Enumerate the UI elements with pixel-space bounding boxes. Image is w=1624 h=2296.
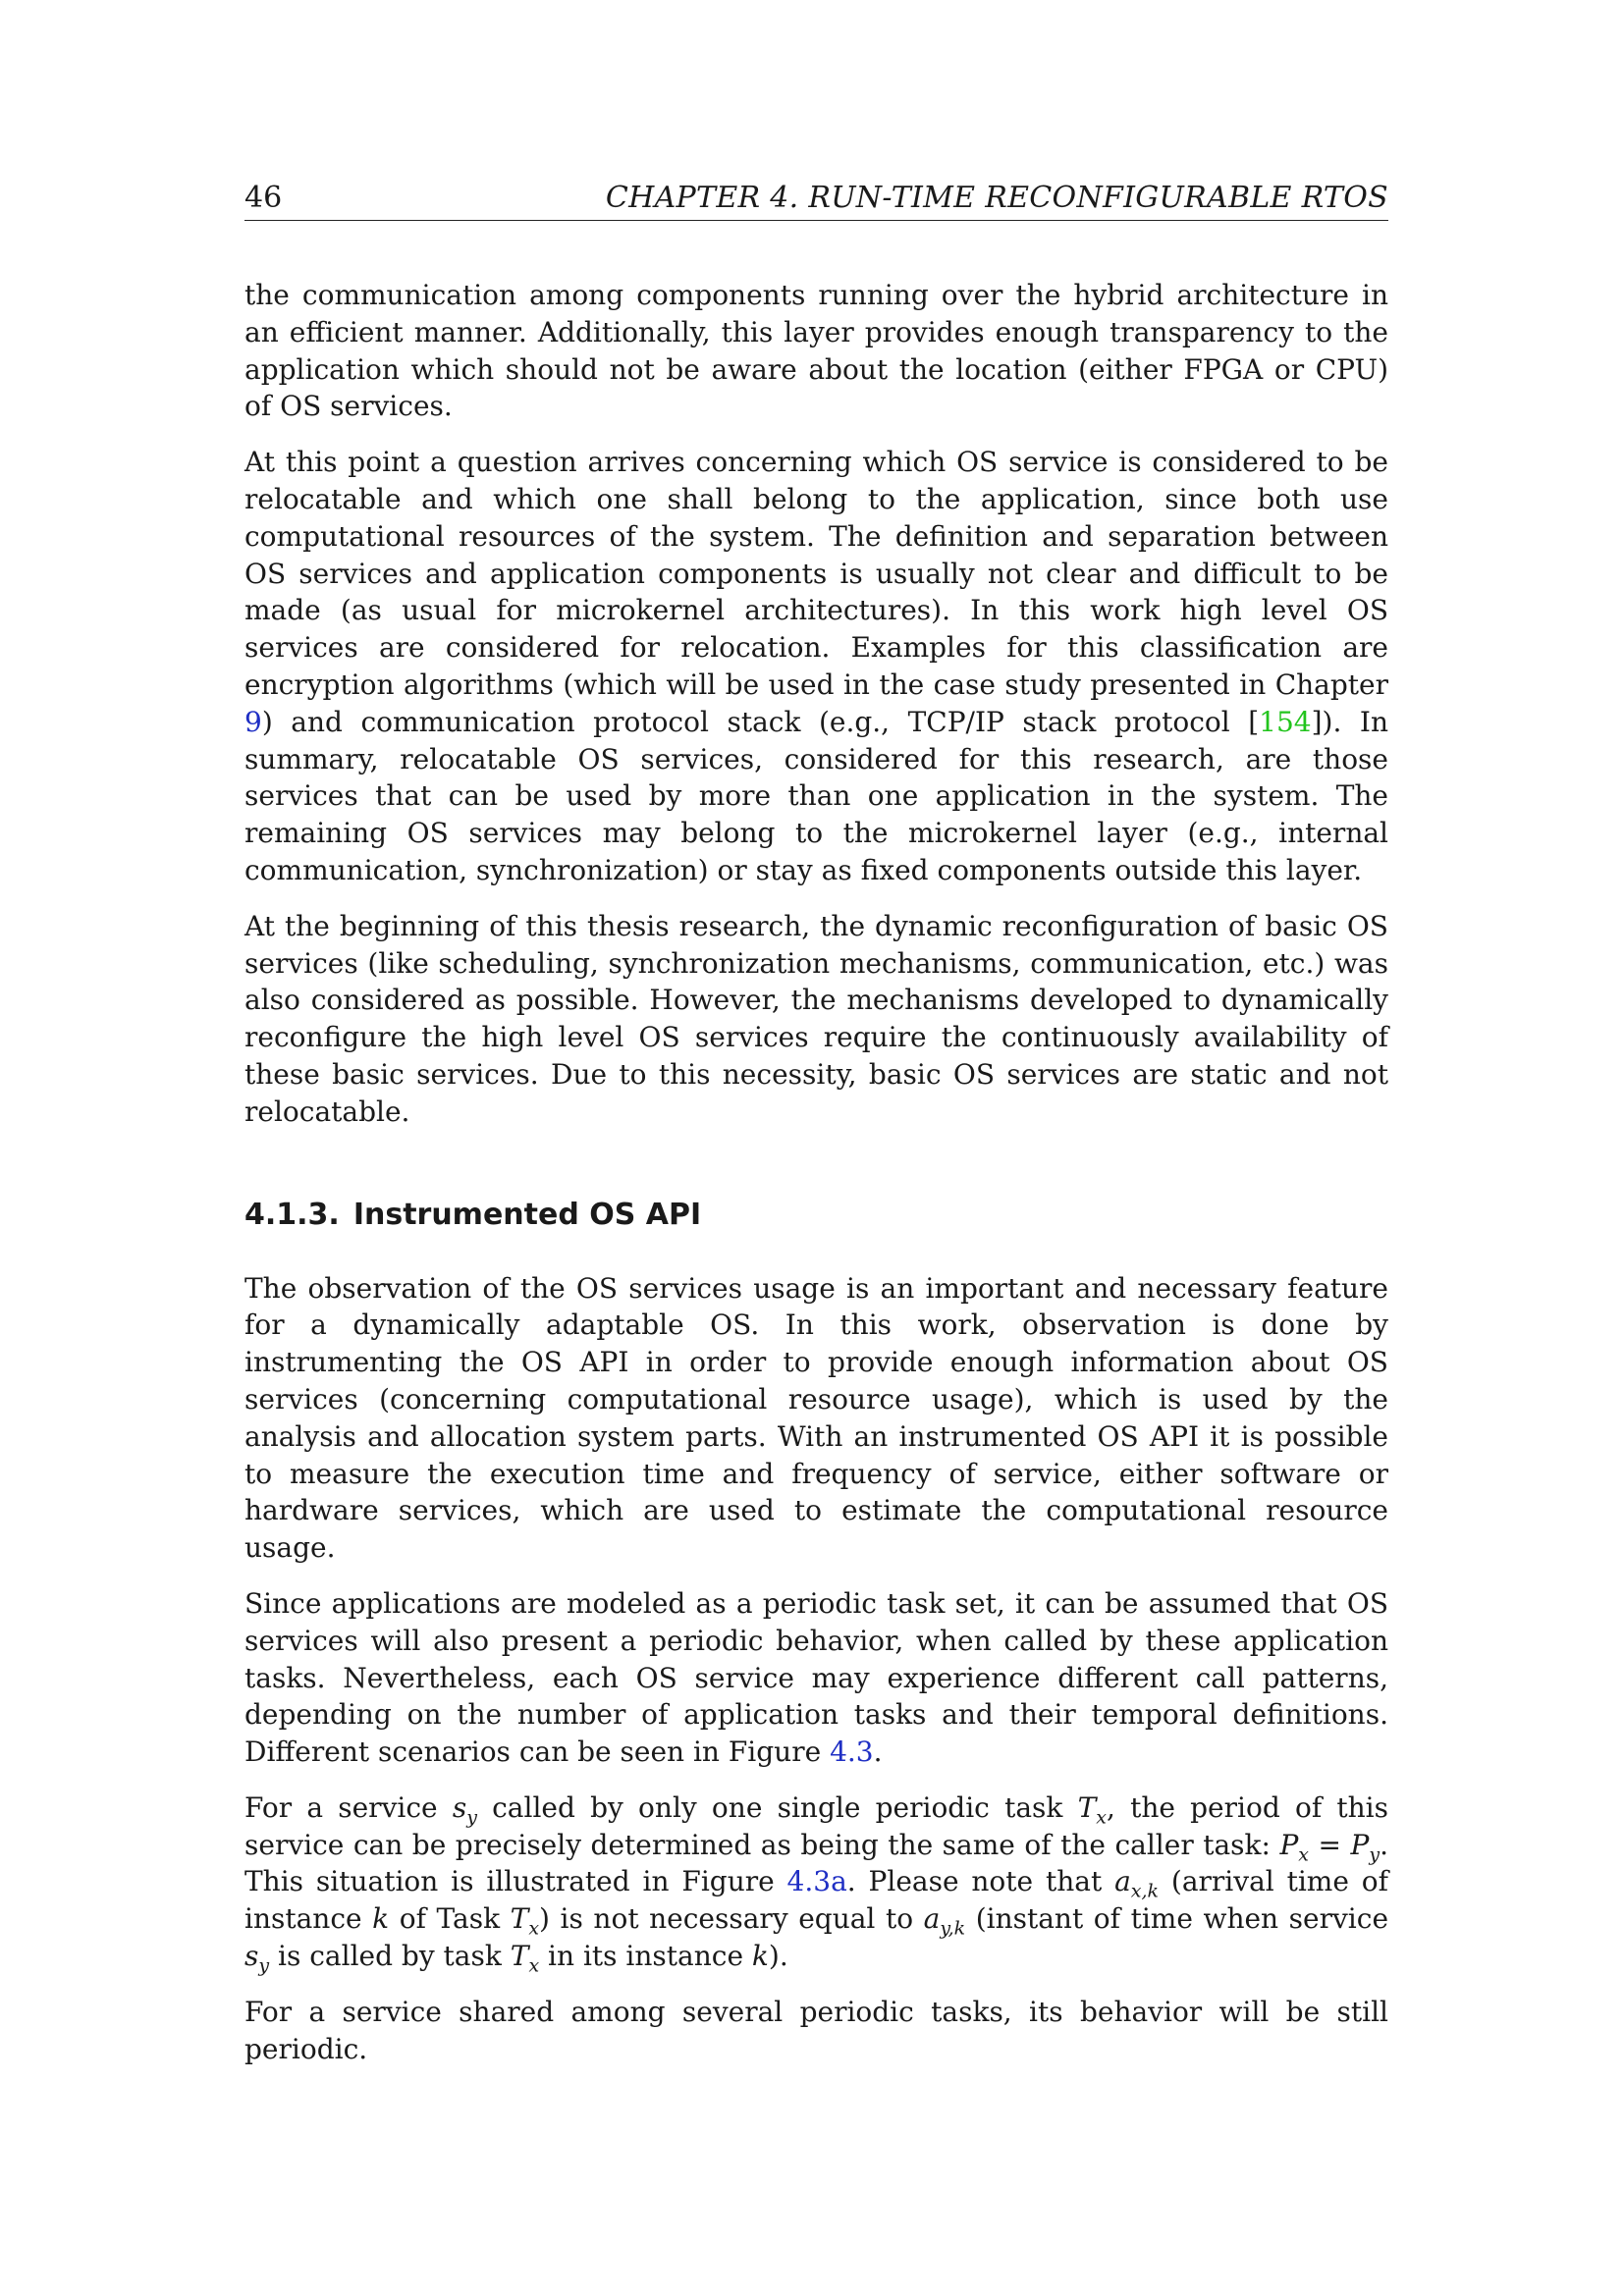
paragraph-text: the communication among components running over the hybrid architecture in an efficient manner. Additionally, this layer provides enough transparency to the application which should not be aware about the location (either FPGA or CPU) of OS services. — [244, 279, 1388, 423]
paragraph-text: in its instance — [539, 1940, 752, 1973]
math-symbol: $a_{y,k}$ — [923, 1902, 966, 1940]
paragraph-text: of Task — [389, 1902, 511, 1936]
citation-link[interactable]: 154 — [1259, 705, 1312, 738]
paragraph-text: For a service — [244, 1790, 453, 1824]
math-symbol: $T_x$ — [1077, 1790, 1107, 1829]
math-symbol: $P_y$ — [1350, 1828, 1380, 1866]
math-operator: = — [1309, 1828, 1351, 1861]
paragraph — [244, 444, 1388, 889]
paragraph — [244, 1789, 1388, 1975]
paragraph-text: Since applications are modeled as a periodic task set, it can be assumed that OS services will also present a periodic behavior, when called by these application tasks. Nevertheless, each OS service may experience different call patterns, depending on the number of application tasks and their temporal definitions. Different scenarios can be seen in Figure — [244, 1586, 1388, 1769]
figure-reference-link[interactable]: 4.3a — [786, 1865, 847, 1898]
math-symbol: $T_x$ — [510, 1902, 540, 1940]
paragraph-text: At this point a question arrives concerning which OS service is considered to be relocatable and which one shall belong to the application, since both use computational resources of the system. The definition and separation between OS services and application components is usually not clear and difficult to be made (as usual for microkernel architectures). In this work high level OS services are considered for relocation. Examples for this classification are encryption algorithms (which will be used in the case study presented in Chapter — [244, 446, 1388, 701]
paragraph-text: . This situation is illustrated in Figure — [244, 1828, 1388, 1898]
running-header — [244, 177, 1388, 221]
math-symbol: $P_x$ — [1279, 1828, 1310, 1866]
paragraph — [244, 1585, 1388, 1771]
paragraph — [244, 1270, 1388, 1567]
paragraph-text: (arrival time of instance — [244, 1865, 1388, 1936]
math-symbol: k — [751, 1940, 769, 1973]
figure-reference-link[interactable]: 4.3 — [830, 1735, 874, 1769]
paragraph-text: ) and communication protocol stack (e.g., TCP/IP stack protocol [ — [261, 705, 1260, 738]
paragraph-text: For a service shared among several periodic tasks, its behavior will be still periodic. — [244, 1995, 1388, 2065]
math-symbol: $s_y$ — [452, 1790, 477, 1829]
body-text — [244, 277, 1388, 2086]
section-title: Instrumented OS API — [352, 1197, 702, 1232]
paragraph-text: is called by task — [269, 1940, 511, 1973]
section-heading — [244, 1196, 1388, 1235]
paragraph-text: ). — [768, 1940, 788, 1973]
paragraph-text: ) is not necessary equal to — [539, 1902, 924, 1936]
math-symbol: k — [372, 1902, 390, 1936]
page-number: 46 — [244, 181, 283, 215]
chapter-reference-link[interactable]: 9 — [244, 705, 262, 738]
paragraph-text: At the beginning of this thesis research, the dynamic reconfiguration of basic OS services (like scheduling, synchronization mechanisms, communication, etc.) was also considered as possible. However, the mechanisms developed to dynamically reconfigure the high level OS services require the continuously availability of these basic services. Due to this necessity, basic OS services are static and not relocatable. — [244, 909, 1388, 1128]
math-symbol: $T_x$ — [510, 1940, 540, 1977]
chapter-title: CHAPTER 4. RUN-TIME RECONFIGURABLE RTOS — [605, 181, 1388, 215]
paragraph — [244, 277, 1388, 425]
paragraph-text: . Please note that — [846, 1865, 1115, 1898]
math-symbol: $a_{x,k}$ — [1114, 1865, 1160, 1903]
section-number: 4.1.3. — [244, 1197, 340, 1232]
paragraph-text: (instant of time when service — [965, 1902, 1389, 1936]
paragraph-text: The observation of the OS services usage is an important and necessary feature for a dynamically adaptable OS. In this work, observation is done by instrumenting the OS API in order to provide enough information about OS services (concerning computational resource usage), which is used by the analysis and allocation system parts. With an instrumented OS API it is possible to measure the execution time and frequency of service, either software or hardware services, which are used to estimate the computational resource usage. — [244, 1271, 1388, 1565]
paragraph-text: called by only one single periodic task — [476, 1790, 1078, 1824]
paragraph — [244, 1994, 1388, 2068]
math-symbol: $s_y$ — [244, 1940, 270, 1977]
paragraph-text: , the period of this service can be precisely determined as being the same of the caller task: — [244, 1790, 1388, 1861]
paragraph-text: ]). In summary, relocatable OS services, considered for this research, are those services that can be used by more than one application in the system. The remaining OS services may belong to the microkernel layer (e.g., internal communication, synchronization) or stay as fixed components outside this layer. — [244, 705, 1389, 886]
paragraph — [244, 908, 1388, 1131]
paragraph-text: . — [873, 1735, 883, 1769]
